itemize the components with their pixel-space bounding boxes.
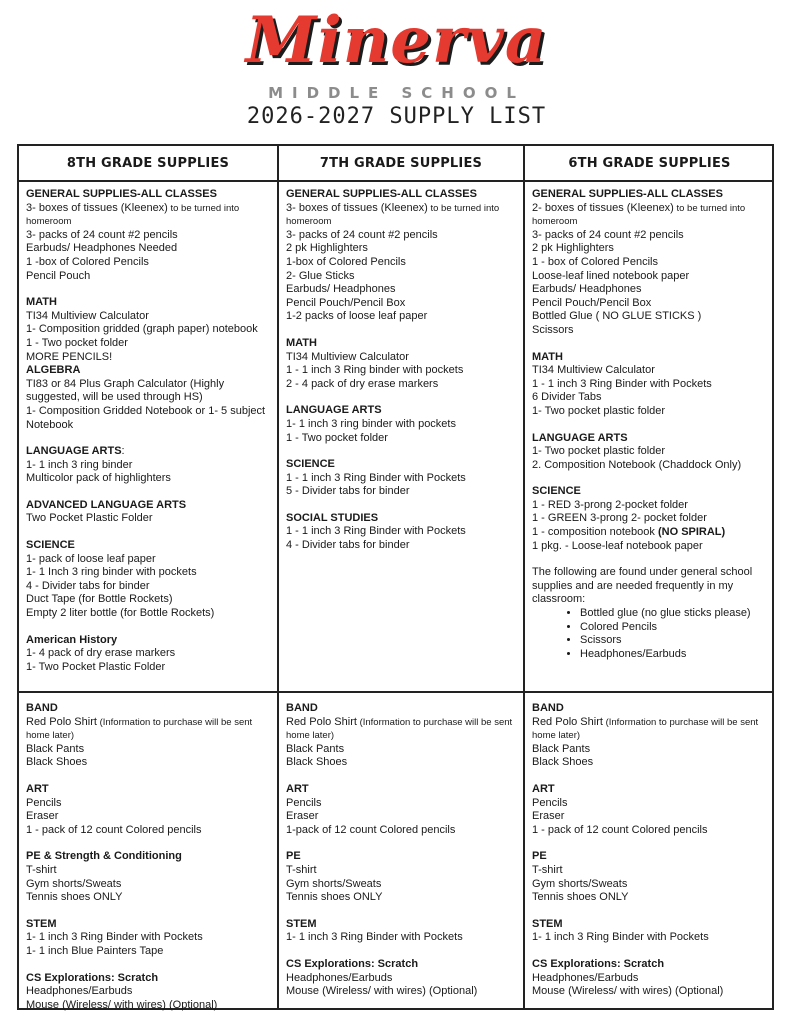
supply-item: Pencil Pouch <box>26 269 91 282</box>
section-heading: ART <box>26 782 49 795</box>
grade-8-elective-supplies <box>19 702 277 1012</box>
supply-item: Bottled Glue ( NO GLUE STICKS ) <box>532 310 702 323</box>
supply-item: 1- 1 inch 3 Ring Binder with Pockets <box>532 931 709 944</box>
item-note: to be turned into homeroom <box>286 202 500 228</box>
supply-item: Empty 2 liter bottle (for Bottle Rockets) <box>26 607 215 620</box>
spacer <box>286 905 519 918</box>
spacer <box>532 553 770 566</box>
header-row-divider <box>19 180 772 182</box>
supply-item: 3- boxes of tissues (Kleenex) to be turned into homeroom <box>286 201 500 228</box>
supply-item: Headphones/Earbuds <box>26 985 133 998</box>
supply-item: 2. Composition Notebook (Chaddock Only) <box>532 458 742 471</box>
supply-item: Red Polo Shirt (Information to purchase will be sent home later) <box>26 715 253 742</box>
section-heading: ART <box>286 782 309 795</box>
spacer <box>286 445 519 458</box>
section-heading: CS Explorations: Scratch <box>26 971 159 984</box>
supply-item: T-shirt <box>26 863 57 876</box>
spacer <box>26 770 273 783</box>
section-heading: GENERAL SUPPLIES-ALL CLASSES <box>26 188 217 200</box>
supply-item: T-shirt <box>532 863 563 876</box>
supply-item: Eraser <box>26 810 59 823</box>
supply-item: 1 - 1 inch 3 Ring Binder with Pockets <box>286 525 466 538</box>
supply-item: Pencil Pouch/Pencil Box <box>286 296 406 309</box>
supply-item: TI34 Multiview Calculator <box>26 309 149 322</box>
bullet-item: • Colored Pencils <box>580 621 770 635</box>
section-heading: SCIENCE <box>26 539 75 552</box>
item-emphasis: (NO SPIRAL) <box>657 526 726 539</box>
supply-item: Tennis shoes ONLY <box>286 891 383 904</box>
section-heading: BAND <box>532 702 564 714</box>
supply-item: 1 -box of Colored Pencils <box>26 255 149 268</box>
section-heading: ALGEBRA <box>26 364 81 377</box>
supply-item: Black Shoes <box>532 756 594 769</box>
column-header-6th: 6TH GRADE SUPPLIES <box>568 155 731 171</box>
supply-item: TI83 or 84 Plus Graph Calculator (Highly suggested, will be used through HS) <box>26 377 225 404</box>
section-heading: LANGUAGE ARTS <box>532 431 628 444</box>
school-name: MIDDLE SCHOOL <box>268 84 525 102</box>
supply-item: 4 - Divider tabs for binder <box>286 539 410 552</box>
supply-item: Earbuds/ Headphones Needed <box>26 242 178 255</box>
supply-item: 1- Two pocket plastic folder <box>532 404 666 417</box>
supply-item: TI34 Multiview Calculator <box>532 364 655 377</box>
supply-item: 1- Composition gridded (graph paper) notebook <box>26 323 258 336</box>
section-heading: SOCIAL STUDIES <box>286 511 379 524</box>
supply-item: 1 - Two pocket folder <box>286 431 388 444</box>
supply-item: MORE PENCILS! <box>26 350 113 363</box>
section-heading: CS Explorations: Scratch <box>532 957 665 970</box>
supply-item: TI34 Multiview Calculator <box>286 350 409 363</box>
spacer <box>26 283 273 296</box>
spacer <box>26 526 273 539</box>
section-heading: MATH <box>532 350 563 363</box>
supply-item: 1 - pack of 12 count Colored pencils <box>26 823 202 836</box>
heading-suffix: : <box>121 445 125 458</box>
supply-item: The following are found under general school supplies and are needed frequently in my classroom: <box>532 566 753 606</box>
grade-8-core-supplies <box>19 188 277 674</box>
bullet-item: • Bottled glue (no glue sticks please) <box>580 607 770 621</box>
spacer <box>26 905 273 918</box>
supply-item: Black Shoes <box>286 756 348 769</box>
logo-wordmark: Minerva <box>245 3 548 78</box>
supply-item: 1- Composition Gridded Notebook or 1- 5 subject Notebook <box>26 404 266 431</box>
spacer <box>286 770 519 783</box>
section-heading: ADVANCED LANGUAGE ARTS <box>26 498 187 511</box>
section-heading: STEM <box>286 917 317 930</box>
supply-item: 2- Glue Sticks <box>286 269 355 282</box>
supply-item: Black Pants <box>26 742 85 755</box>
spacer <box>532 945 770 958</box>
supply-item: 1- pack of loose leaf paper <box>26 552 156 565</box>
item-note: (Information to purchase will be sent home later) <box>286 716 513 742</box>
section-heading: MATH <box>26 296 57 309</box>
section-heading: MATH <box>286 336 317 349</box>
supply-item: Headphones/Earbuds <box>286 971 393 984</box>
spacer <box>26 432 273 445</box>
supply-item: Eraser <box>532 810 565 823</box>
supply-item: 1 - 1 inch 3 Ring binder with pockets <box>286 364 464 377</box>
supply-item: Red Polo Shirt (Information to purchase will be sent home later) <box>532 715 759 742</box>
grade-7-core-supplies <box>279 188 523 553</box>
supply-item: 3- packs of 24 count #2 pencils <box>532 228 684 241</box>
supply-item: Red Polo Shirt (Information to purchase will be sent home later) <box>286 715 513 742</box>
supply-item: Black Pants <box>286 742 345 755</box>
supply-item: Black Shoes <box>26 756 88 769</box>
supply-item: 2 - 4 pack of dry erase markers <box>286 377 439 390</box>
spacer <box>26 959 273 972</box>
supply-item: Mouse (Wireless/ with wires) (Optional) <box>286 985 478 998</box>
supply-item: Mouse (Wireless/ with wires) (Optional) <box>26 998 218 1011</box>
supply-item: Gym shorts/Sweats <box>286 877 382 890</box>
supply-item: Duct Tape (for Bottle Rockets) <box>26 593 173 606</box>
section-heading: LANGUAGE ARTS <box>286 404 382 417</box>
supply-item: Pencils <box>26 796 62 809</box>
grade-6-core-supplies <box>525 188 774 661</box>
grade-7-elective-supplies <box>279 702 523 999</box>
supply-table <box>17 144 774 1010</box>
logo <box>0 4 793 78</box>
section-heading: BAND <box>286 702 318 714</box>
supply-item: 1 - composition notebook (NO SPIRAL) <box>532 526 726 539</box>
page-header <box>0 0 793 140</box>
section-heading: SCIENCE <box>532 485 581 498</box>
supply-item: Loose-leaf lined notebook paper <box>532 269 690 282</box>
page-title: 2026-2027 SUPPLY LIST <box>246 104 547 129</box>
bullet-item: • Scissors <box>580 634 770 648</box>
item-note: to be turned into homeroom <box>26 202 240 228</box>
supply-item: 1 - box of Colored Pencils <box>532 255 658 268</box>
supply-item: Earbuds/ Headphones <box>532 283 642 296</box>
supply-item: 1-box of Colored Pencils <box>286 255 406 268</box>
section-heading: SCIENCE <box>286 458 335 471</box>
supply-item: 2 pk Highlighters <box>532 242 614 255</box>
item-note: to be turned into homeroom <box>532 202 746 228</box>
item-note: (Information to purchase will be sent home later) <box>26 716 253 742</box>
supply-item: Two Pocket Plastic Folder <box>26 512 153 525</box>
supply-item: 3- boxes of tissues (Kleenex) to be turned into homeroom <box>26 201 240 228</box>
spacer <box>532 770 770 783</box>
supply-item: 1-pack of 12 count Colored pencils <box>286 823 456 836</box>
column-header-7th: 7TH GRADE SUPPLIES <box>319 155 483 171</box>
supply-item: 1 - 1 inch 3 Ring Binder with Pockets <box>286 471 466 484</box>
supply-item: Mouse (Wireless/ with wires) (Optional) <box>532 985 724 998</box>
section-heading: CS Explorations: Scratch <box>286 957 419 970</box>
supply-item: 6 Divider Tabs <box>532 391 602 404</box>
supply-item: 2- boxes of tissues (Kleenex) to be turned into homeroom <box>532 201 746 228</box>
supply-item: 1- 1 inch 3 Ring Binder with Pockets <box>286 931 463 944</box>
section-heading: GENERAL SUPPLIES-ALL CLASSES <box>532 188 723 200</box>
spacer <box>532 905 770 918</box>
supply-item: 1- Two pocket plastic folder <box>532 445 666 458</box>
section-heading: PE & Strength & Conditioning <box>26 850 182 863</box>
supply-item: T-shirt <box>286 863 317 876</box>
supply-item: 1- 1 inch 3 ring binder <box>26 458 133 471</box>
grade-6-elective-supplies <box>525 702 774 999</box>
supply-item: 1 - Two pocket folder <box>26 336 128 349</box>
supply-item: 1-2 packs of loose leaf paper <box>286 310 428 323</box>
supply-item: Gym shorts/Sweats <box>532 877 628 890</box>
supply-item: 5 - Divider tabs for binder <box>286 485 410 498</box>
supply-item: Headphones/Earbuds <box>532 971 639 984</box>
section-heading: BAND <box>26 702 58 714</box>
section-heading: LANGUAGE ARTS: <box>26 445 125 458</box>
section-heading: STEM <box>26 917 57 930</box>
supply-item: Multicolor pack of highlighters <box>26 472 171 485</box>
supply-item: 1- Two Pocket Plastic Folder <box>26 660 166 673</box>
spacer <box>286 391 519 404</box>
spacer <box>26 621 273 634</box>
supply-item: Black Pants <box>532 742 591 755</box>
supply-item: Pencil Pouch/Pencil Box <box>532 296 652 309</box>
supply-item: 1 - RED 3-prong 2-pocket folder <box>532 498 688 511</box>
column-header-8th: 8TH GRADE SUPPLIES <box>66 155 230 171</box>
bullet-list <box>532 607 770 661</box>
supply-item: 1 - 1 inch 3 Ring Binder with Pockets <box>532 377 712 390</box>
supply-item: 1- 4 pack of dry erase markers <box>26 647 176 660</box>
section-divider <box>19 691 772 693</box>
spacer <box>26 486 273 499</box>
supply-item: 2 pk Highlighters <box>286 242 368 255</box>
spacer <box>286 837 519 850</box>
spacer <box>286 945 519 958</box>
supply-item: 1- 1 inch 3 Ring Binder with Pockets <box>26 931 203 944</box>
section-heading: American History <box>26 633 118 646</box>
supply-item: 1 pkg. - Loose-leaf notebook paper <box>532 539 703 552</box>
supply-item: Scissors <box>532 323 574 336</box>
spacer <box>532 472 770 485</box>
section-heading: ART <box>532 782 555 795</box>
spacer <box>532 338 770 351</box>
supply-item: 1 - GREEN 3-prong 2- pocket folder <box>532 512 707 525</box>
supply-item: 3- packs of 24 count #2 pencils <box>286 228 438 241</box>
spacer <box>26 837 273 850</box>
supply-item: 3- packs of 24 count #2 pencils <box>26 228 178 241</box>
item-note: (Information to purchase will be sent home later) <box>532 716 759 742</box>
spacer <box>286 499 519 512</box>
spacer <box>532 837 770 850</box>
supply-item: Gym shorts/Sweats <box>26 877 122 890</box>
spacer <box>532 419 770 432</box>
section-heading: GENERAL SUPPLIES-ALL CLASSES <box>286 188 477 200</box>
supply-item: 1- 1 Inch 3 ring binder with pockets <box>26 566 197 579</box>
bullet-item: • Headphones/Earbuds <box>580 648 770 662</box>
supply-item: Tennis shoes ONLY <box>532 891 629 904</box>
section-heading: PE <box>532 850 547 863</box>
supply-item: 1 - pack of 12 count Colored pencils <box>532 823 708 836</box>
section-heading: STEM <box>532 917 563 930</box>
supply-item: Pencils <box>286 796 322 809</box>
supply-item: Pencils <box>532 796 568 809</box>
section-heading: PE <box>286 850 301 863</box>
supply-item: Tennis shoes ONLY <box>26 891 123 904</box>
supply-item: Earbuds/ Headphones <box>286 283 396 296</box>
supply-item: 1- 1 inch 3 ring binder with pockets <box>286 417 456 430</box>
supply-item: Eraser <box>286 810 319 823</box>
supply-item: 1- 1 inch Blue Painters Tape <box>26 944 164 957</box>
spacer <box>286 324 519 337</box>
supply-item: 4 - Divider tabs for binder <box>26 579 150 592</box>
